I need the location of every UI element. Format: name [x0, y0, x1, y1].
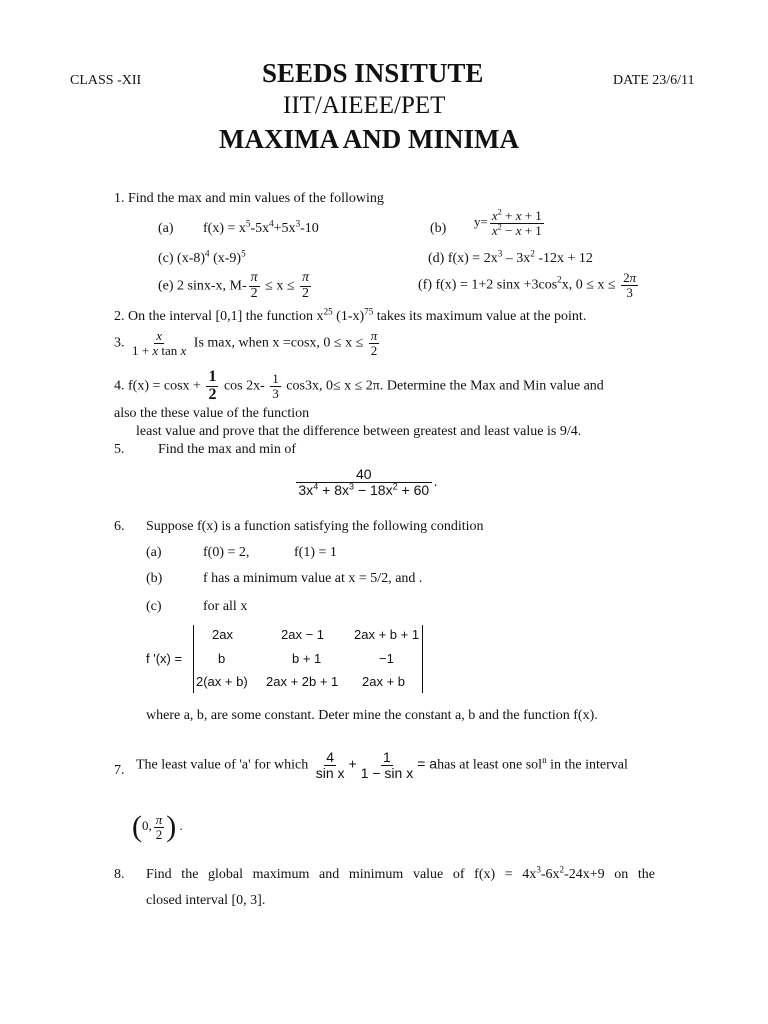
question-4: 4. f(x) = cosx + $\frac{1}{2}$ cos 2x- $\frac{1}{3}$ cos3x, 0≤ x ≤ 2π. Determine the Max and Min value and	[114, 368, 604, 403]
f-prime-label: f '(x) =	[146, 651, 183, 666]
q6-a-label: (a)	[146, 545, 162, 560]
q1-f-expr: (f) f(x) = 1+2 $\sin x +3\cos^2x$, 0 ≤ x ≤ $\frac{2\pi}{3}$	[418, 270, 637, 300]
q6-c-text: for all x	[203, 599, 248, 614]
q8-line-2: closed interval [0, 3].	[146, 893, 266, 908]
q4-line-2: also the these value of the function	[114, 406, 310, 421]
determinant-matrix	[193, 625, 423, 693]
q6-a-text2: f(1) = 1	[294, 545, 337, 560]
q1-c-expr: (c) $(x-8)^4$ $(x-9)^5$	[158, 248, 246, 266]
q1-b-label: (b)	[430, 221, 447, 236]
matrix-cell: b	[218, 651, 226, 666]
question-5-number: 5.	[114, 442, 125, 457]
question-1	[114, 191, 384, 207]
q1-e-expr: (e) 2 sinx-x, M- $\frac{\pi}{2}$ ≤ x ≤ $\frac{\pi}{2}$	[158, 270, 310, 301]
subtitle: IIT/AIEEE/PET	[283, 92, 446, 119]
q4-line-3: least value and prove that the difference between greatest and least value is 9/4.	[136, 424, 582, 439]
q1-a-label: (a)	[158, 221, 174, 236]
date-label: DATE 23/6/11	[613, 73, 695, 88]
institute-name: SEEDS INSITUTE	[262, 58, 484, 88]
question-7: The least value of 'a' for which $\frac{4}{\text{sin x}}$ + $\frac{1}{\text{1 − sin x}}$ = ahas at least one sol$^n$ in the interval	[136, 749, 628, 781]
question-5-text: Find the max and min of	[158, 442, 297, 457]
matrix-cell: 2ax − 1	[281, 627, 325, 642]
question-6-number: 6.	[114, 519, 125, 534]
question-8-number: 8.	[114, 867, 125, 882]
page-title: MAXIMA AND MINIMA	[219, 124, 519, 154]
question-6-text: Suppose f(x) is a function satisfying the following condition	[146, 519, 484, 534]
matrix-cell: −1	[379, 651, 394, 666]
q1-a-expr: $f(x) = x^5-5x^4+5x^3-10$	[203, 218, 319, 236]
q6-b-label: (b)	[146, 571, 163, 586]
question-7-number: 7.	[114, 763, 125, 778]
q6-a-text1: f(0) = 2,	[203, 545, 250, 560]
matrix-cell: 2ax + b	[362, 674, 406, 689]
question-8: Find the global maximum and minimum value of $f(x) = 4x^3-6x^2-24x+9$ on the	[146, 864, 655, 882]
matrix-cell: b + 1	[292, 651, 322, 666]
q5-expression: $\frac{40}{3x^4 + 8x^3 - 18x^2 + 60}$ .	[294, 467, 437, 497]
matrix-cell: 2ax	[212, 627, 233, 642]
class-label: CLASS -XII	[70, 73, 142, 88]
q6-b-text: f has a minimum value at x = 5/2, and .	[203, 571, 423, 586]
matrix-cell: 2(ax + b)	[196, 674, 248, 689]
question-number: 1.	[114, 191, 125, 206]
q7-interval: (0, $\frac{\pi}{2}$ ) .	[132, 810, 183, 843]
question-2: 2. On the interval [0,1] the function $x^{25}$ $(1-x)^{75}$ takes its maximum value at the point.	[114, 306, 587, 324]
q1-b-expr: y= $\frac{x^2 + x + 1}{x^2 - x + 1}$	[474, 206, 542, 238]
q1-d-expr: (d) $f(x) = 2x^3 - 3x^2$ -12x + 12	[428, 248, 593, 266]
question-3: 3. $\frac{x}{\text{1 + x tan x}}$ Is max, when x =cosx, 0 ≤ x ≤ $\frac{\pi}{2}$	[114, 328, 378, 358]
question-text: Find the max and min values of the following	[128, 191, 384, 206]
q6-closing: where a, b, are some constant. Deter mine the constant a, b and the function f(x).	[146, 708, 598, 723]
matrix-cell: 2ax + b + 1	[354, 627, 420, 642]
q6-c-label: (c)	[146, 599, 162, 614]
matrix-cell: 2ax + 2b + 1	[266, 674, 339, 689]
